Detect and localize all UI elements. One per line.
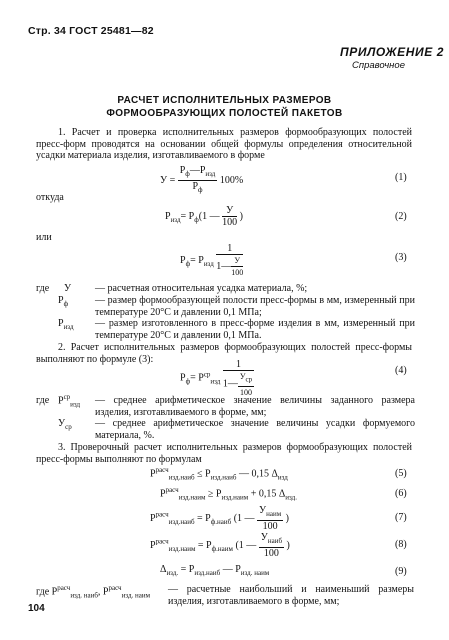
equation-8-number: (8): [395, 539, 407, 550]
where1-def-3: — размер изготовленного в пресс-форме изделия в мм, измеренный при температуре 20°С и давлении 0,1 МПа.: [95, 318, 415, 341]
equation-9-number: (9): [395, 566, 407, 577]
paragraph-1: 1. Расчет и проверка исполнительных размеров формообразующих полостей пресс-форм проводятся на основании общей формулы определения относительной усадки материала изделия, изготавливаемого в форме: [36, 127, 412, 162]
where1-def-1: — расчетная относительная усадка материала, %;: [95, 283, 308, 294]
where1-gde: где: [36, 283, 50, 294]
equation-2-number: (2): [395, 211, 407, 222]
where2-sym-2: $У_{ср}$: [58, 418, 72, 431]
label-otkuda: откуда: [36, 192, 64, 203]
page-header: Стр. 34 ГОСТ 25481—82: [28, 25, 154, 37]
where1-sym-3: $P_{изд}$: [58, 318, 74, 331]
equation-1: [160, 165, 243, 196]
section-title-line2: ФОРМООБРАЗУЮЩИХ ПОЛОСТЕЙ ПАКЕТОВ: [106, 108, 343, 119]
where1-sym-1: У: [64, 283, 72, 294]
appendix-title: ПРИЛОЖЕНИЕ 2: [340, 45, 445, 59]
where2-def-2: — среднее арифметическое значение величины усадки формуемого материала, %.: [95, 418, 415, 441]
paragraph-2: 2. Расчет исполнительных размеров формообразующих полостей пресс-формы выполняют по формуле (3):: [36, 342, 412, 365]
where2-def-1: — среднее арифметическое значение величины заданного размера изделия, изготавливаемого в форме, мм;: [95, 395, 415, 418]
where2-gde: где: [36, 395, 50, 406]
appendix-subtitle: Справочное: [352, 60, 405, 71]
eq1-lhs: У =: [160, 174, 176, 186]
page-number: 104: [28, 603, 45, 614]
equation-5-number: (5): [395, 468, 407, 479]
eq1-rhs: 100%: [219, 174, 244, 186]
where3-symbols: где $P^{расч}_{изд. наиб}$, $P^{расч}_{изд. наим}$: [36, 584, 151, 600]
equation-6-number: (6): [395, 488, 407, 499]
where1-sym-2: $P_ф$: [58, 295, 69, 308]
equation-6: $P^{расч}_{изд.наим} \ge P_{изд.наим} + 0,15$ $\Delta_{изд.}$: [160, 486, 297, 502]
section-title-line1: РАСЧЕТ ИСПОЛНИТЕЛЬНЫХ РАЗМЕРОВ: [117, 95, 332, 106]
equation-3-number: (3): [395, 252, 407, 263]
label-ili: или: [36, 232, 52, 243]
equation-2: $P_{изд}= P_ф(1$ — $\frac{У}{100}$ ): [165, 205, 243, 228]
where3-def: — расчетные наибольший и наименьший размеры изделия, изготавливаемого в форме, мм;: [168, 584, 414, 607]
equation-9: $\Delta_{изд.} = P_{изд.наиб}$ — $P_{изд. наим}$: [160, 564, 270, 577]
equation-8: $P^{расч}_{изд.наим} = P_{ф.наим}$ (1 — $\frac{У_{наиб}}{100}$ ): [150, 532, 290, 559]
equation-7: $P^{расч}_{изд.наиб} = P_{ф.наиб}$ (1 — $\frac{У_{наим}}{100}$ ): [150, 505, 289, 532]
equation-4-number: (4): [395, 365, 407, 376]
eq1-fraction: $\frac{P_ф—P_{изд}}{P_ф}$: [179, 165, 216, 194]
equation-3: $P_ф= P_{изд}$ 1 1— $\frac{У}{100}$: [180, 243, 244, 277]
equation-1-number: (1): [395, 172, 407, 183]
where1-def-2: — размер формообразующей полости пресс-формы в мм, измеренный при температуре 20°С и давлении 0,1 МПа;: [95, 295, 415, 318]
paragraph-3: 3. Проверочный расчет исполнительных размеров формообразующих полостей пресс-формы выполняют по формулам: [36, 442, 412, 465]
where2-sym-1: $P^{ср}_{изд}$: [58, 393, 81, 409]
equation-4: $P_ф= P^{ср}_{изд}$ 1 1— $\frac{У_{ср}}{100}$: [180, 359, 253, 397]
equation-5: $P^{расч}_{изд.наиб} \le P_{изд.наиб}$ — 0,15 $\Delta_{изд}$: [150, 466, 288, 482]
equation-7-number: (7): [395, 512, 407, 523]
